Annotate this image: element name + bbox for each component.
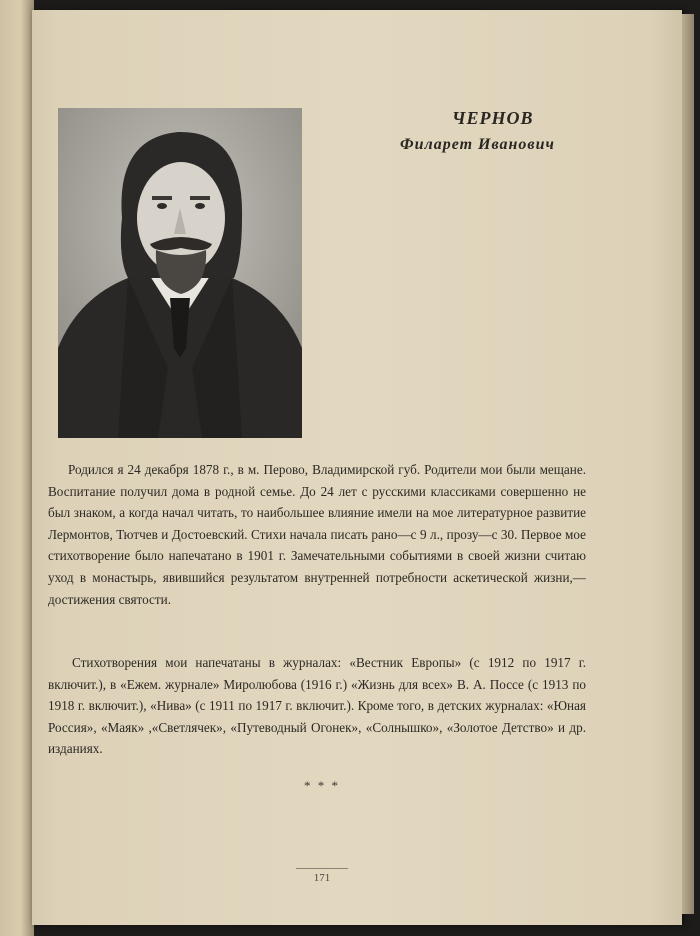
author-given-names: Филарет Иванович (400, 136, 555, 153)
section-separator: * * * (304, 778, 340, 793)
biography-paragraph: Родился я 24 декабря 1878 г., в м. Перово, Владимирской губ. Родители мои были мещане. Воспитание получил дома в родной семье. До 24 лет с русскими классиками совершенно не был знаком, а когда начал читать, то наибольшее влияние имели на мое литературное развитие Лермонтов, Тютчев и Достоевский. Стихи начала писать рано—с 9 л., прозу—с 30. Первое мое стихотворение было напечатано в 1901 г. Замечательными событиями в своей жизни считаю уход в монастырь, явившийся результатом внутренней потребности аскетической жизни,—достижения святости. (48, 462, 586, 607)
page-number-rule (296, 868, 348, 869)
page-number: 171 (313, 872, 331, 884)
previous-page-edge (0, 0, 34, 936)
publications-paragraph: Стихотворения мои напечатаны в журналах: «Вестник Европы» (с 1912 по 1917 г. включит.), в «Ежем. журнале» Миролюбова (1916 г.) «Жизнь для всех» В. А. Поссе (с 1913 по 1918 г. включит.), «Нива» (с 1911 по 1917 г. включит.). Кроме того, в детских журналах: «Юная Россия», «Маяк» ,«Светлячек», «Путеводный Огонек», «Солнышко», «Золотое Детство» и др. изданиях. (48, 655, 586, 757)
author-portrait (58, 108, 302, 438)
page-stack-edge (682, 14, 694, 914)
author-surname: ЧЕРНОВ (452, 108, 534, 128)
